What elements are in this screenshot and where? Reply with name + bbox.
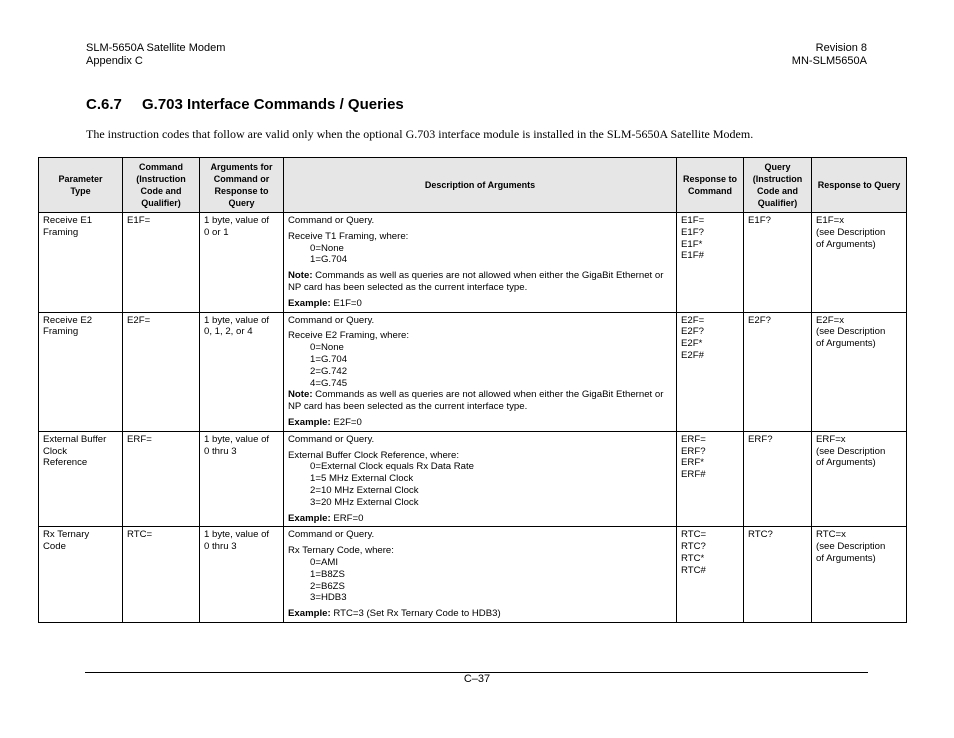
note-text: Note: Commands as well as queries are not allowed when either the GigaBit Ethernet or NP card has been selected as the current interface type. xyxy=(288,389,664,413)
command-cell: E2F= xyxy=(123,312,200,431)
command-cell: E1F= xyxy=(123,213,200,313)
table-row xyxy=(39,431,907,527)
param-type-cell: Receive E2 Framing xyxy=(39,312,123,431)
header-response-to-query: Response to Query xyxy=(812,158,907,213)
command-cell: ERF= xyxy=(123,431,200,527)
description-cell: Command or Query. Receive E2 Framing, where: 0=None 1=G.704 2=G.742 4=G.745 Note: Commands as well as queries are not allowed when either the GigaBit Ethernet or NP card has been selected as the current interface type. Example: E2F=0 xyxy=(284,312,677,431)
section-heading xyxy=(86,96,404,113)
command-cell: RTC= xyxy=(123,527,200,623)
table-row xyxy=(39,527,907,623)
response-to-command-cell: E2F= E2F? E2F* E2F# xyxy=(677,312,744,431)
example-text: Example: ERF=0 xyxy=(288,512,364,524)
response-to-query-cell: ERF=x (see Description of Arguments) xyxy=(812,431,907,527)
response-to-query-cell: RTC=x (see Description of Arguments) xyxy=(812,527,907,623)
page-header-left xyxy=(86,42,225,68)
command-table xyxy=(38,157,907,623)
page-header-right xyxy=(792,42,867,68)
response-to-query-cell: E2F=x (see Description of Arguments) xyxy=(812,312,907,431)
header-parameter-type: Parameter Type xyxy=(39,158,123,213)
response-to-command-cell: E1F= E1F? E1F* E1F# xyxy=(677,213,744,313)
table-header-row xyxy=(39,158,907,213)
header-response-to-command: Response to Command xyxy=(677,158,744,213)
page-number: C–37 xyxy=(463,673,491,685)
intro-paragraph: The instruction codes that follow are valid only when the optional G.703 interface module is installed in the SLM-5650A Satellite Modem. xyxy=(86,127,754,141)
table-row xyxy=(39,312,907,431)
response-to-command-cell: ERF= ERF? ERF* ERF# xyxy=(677,431,744,527)
table-row xyxy=(39,213,907,313)
header-description: Description of Arguments xyxy=(284,158,677,213)
query-cell: RTC? xyxy=(744,527,812,623)
param-type-cell: External Buffer Clock Reference xyxy=(39,431,123,527)
response-to-command-cell: RTC= RTC? RTC* RTC# xyxy=(677,527,744,623)
arguments-cell: 1 byte, value of 0 thru 3 xyxy=(200,431,284,527)
arguments-cell: 1 byte, value of 0 or 1 xyxy=(200,213,284,313)
param-type-cell: Receive E1 Framing xyxy=(39,213,123,313)
section-title: G.703 Interface Commands / Queries xyxy=(142,96,404,113)
arguments-cell: 1 byte, value of 0 thru 3 xyxy=(200,527,284,623)
document-number: MN-SLM5650A xyxy=(791,55,867,67)
arguments-cell: 1 byte, value of 0, 1, 2, or 4 xyxy=(200,312,284,431)
appendix-label: Appendix C xyxy=(86,55,143,67)
query-cell: E2F? xyxy=(744,312,812,431)
query-cell: ERF? xyxy=(744,431,812,527)
header-arguments: Arguments for Command or Response to Query xyxy=(200,158,284,213)
description-cell: Command or Query. External Buffer Clock Reference, where: 0=External Clock equals Rx Data Rate 1=5 MHz External Clock 2=10 MHz External Clock 3=20 MHz External Clock Example: ERF=0 xyxy=(284,431,677,527)
example-text: Example: E2F=0 xyxy=(288,416,362,428)
response-to-query-cell: E1F=x (see Description of Arguments) xyxy=(812,213,907,313)
example-text: Example: E1F=0 xyxy=(288,297,362,309)
note-text: Note: Commands as well as queries are not allowed when either the GigaBit Ethernet or NP card has been selected as the current interface type. xyxy=(288,270,664,293)
header-command: Command (Instruction Code and Qualifier) xyxy=(123,158,200,213)
revision-label: Revision 8 xyxy=(815,42,867,54)
description-cell: Command or Query. Rx Ternary Code, where: 0=AMI 1=B8ZS 2=B6ZS 3=HDB3 Example: RTC=3 (Set Rx Ternary Code to HDB3) xyxy=(284,527,677,623)
description-cell: Command or Query. Receive T1 Framing, where: 0=None 1=G.704 Note: Commands as well as queries are not allowed when either the GigaBit Ethernet or NP card has been selected as the current interface type. Example: E1F=0 xyxy=(284,213,677,313)
section-number: C.6.7 xyxy=(86,96,122,113)
header-query: Query (Instruction Code and Qualifier) xyxy=(744,158,812,213)
param-type-cell: Rx Ternary Code xyxy=(39,527,123,623)
example-text: Example: RTC=3 (Set Rx Ternary Code to HDB3) xyxy=(288,608,501,620)
manual-title: SLM-5650A Satellite Modem xyxy=(86,42,226,54)
query-cell: E1F? xyxy=(744,213,812,313)
